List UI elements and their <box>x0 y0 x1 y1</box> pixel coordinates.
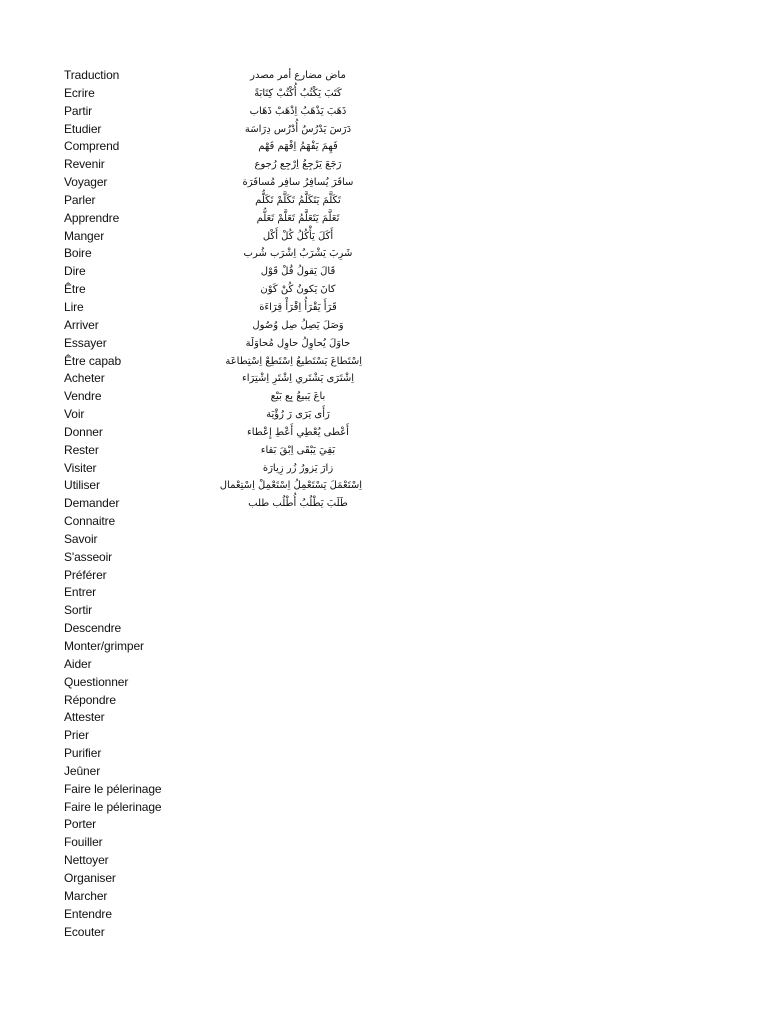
table-row <box>64 852 324 870</box>
arabic-conjugation: كانَ يَكونُ كُنْ كَوْن <box>260 284 336 296</box>
table-row <box>64 335 351 353</box>
arabic-conjugation: كَتَبَ يَكْتُبُ أُكْتُبْ كِتَابَةً <box>254 87 342 99</box>
french-verb: Lire <box>64 299 84 314</box>
french-verb: Prier <box>64 728 89 743</box>
french-verb: Entendre <box>64 906 112 921</box>
french-verb: Arriver <box>64 317 99 332</box>
table-row <box>64 121 352 139</box>
arabic-conjugation: دَرَسَ يَدْرُسُ أُدْرُس دِرَاسَة <box>244 123 352 135</box>
table-row <box>64 317 344 335</box>
arabic-conjugation: باعَ يَبيعُ بِع بَيْع <box>270 391 326 403</box>
table-row <box>64 192 341 210</box>
table-row <box>64 353 362 371</box>
french-verb: Sortir <box>64 603 93 618</box>
french-verb: Apprendre <box>64 210 120 225</box>
table-row <box>64 888 324 906</box>
french-verb: Boire <box>64 246 92 261</box>
arabic-conjugation: تَعَلَّمَ يَتَعَلَّمُ تَعَلَّمْ تَعَلُّم <box>256 212 340 224</box>
french-verb: Etudier <box>64 121 102 136</box>
table-row <box>64 799 324 817</box>
french-verb: Donner <box>64 424 103 439</box>
french-verb: Acheter <box>64 371 105 386</box>
arabic-conjugation: سافَرَ يُسافِرُ سافِر مُسافَرَة <box>242 177 354 189</box>
table-row <box>64 638 324 656</box>
arabic-conjugation: رَأَى يَرَى رَ رُؤْيَة <box>266 409 330 421</box>
french-verb: Traduction <box>64 68 120 82</box>
table-row <box>64 834 324 852</box>
french-verb: Parler <box>64 192 96 207</box>
arabic-conjugation: حاوَلَ يُحاوِلُ حاوِل مُحاوَلَة <box>245 337 351 349</box>
french-verb: Organiser <box>64 870 116 885</box>
french-verb: Comprend <box>64 139 120 154</box>
table-row <box>64 709 324 727</box>
table-row <box>64 460 334 478</box>
arabic-conjugation: أَعْطى يُعْطِي أَعْطِ إِعْطاء <box>247 426 349 438</box>
french-verb: Questionner <box>64 674 129 689</box>
french-verb: Être capab <box>64 353 122 368</box>
french-verb: Aider <box>64 656 92 671</box>
french-verb: Demander <box>64 496 120 511</box>
table-row <box>64 906 324 924</box>
arabic-conjugation: قَالَ يَقولُ قُلْ قَوْل <box>260 266 336 278</box>
table-row <box>64 174 354 192</box>
arabic-conjugation: تَكَلَّمَ يَتَكَلَّمُ تَكَلَّمْ تَكَلُّم <box>255 194 341 206</box>
french-verb: Revenir <box>64 157 105 172</box>
arabic-conjugation: بَقِيَ يَبْقَى اِبْقَ بَقاء <box>260 444 336 456</box>
french-verb: Partir <box>64 103 93 118</box>
table-row <box>64 727 324 745</box>
table-row <box>64 763 324 781</box>
table-row <box>64 67 346 85</box>
arabic-conjugation: فَهِمَ يَفْهَمُ اِفْهَم فَهْم <box>258 141 338 153</box>
verb-table <box>64 67 362 941</box>
table-row <box>64 406 330 424</box>
table-row <box>64 495 348 513</box>
table-row <box>64 656 324 674</box>
french-verb: Voir <box>64 407 85 422</box>
table-row <box>64 370 354 388</box>
table-row <box>64 156 342 174</box>
french-verb: Fouiller <box>64 835 103 850</box>
table-row <box>64 299 337 317</box>
table-row <box>64 531 324 549</box>
arabic-conjugation: زارَ يَزورُ زُر زِيارَة <box>262 462 334 474</box>
table-row <box>64 781 324 799</box>
arabic-conjugation: اِسْتَطاعَ يَسْتَطيعُ اِسْتَطِعْ اِسْتِطاعَة <box>225 355 362 367</box>
arabic-conjugation: شَرِبَ يَشْرَبُ اِشْرَب شُرب <box>243 248 353 260</box>
french-verb: Répondre <box>64 692 116 707</box>
french-verb: Voyager <box>64 175 108 190</box>
table-row <box>64 692 324 710</box>
french-verb: Connaitre <box>64 514 116 529</box>
table-row <box>64 388 324 406</box>
arabic-conjugation: رَجَعَ يَرْجِعُ اِرْجِع رُجوع <box>254 159 342 171</box>
table-row <box>64 210 340 228</box>
french-verb: Visiter <box>64 460 97 475</box>
french-verb: Être <box>64 282 86 297</box>
table-row <box>64 103 347 121</box>
table-row <box>64 424 349 442</box>
table-row <box>64 263 336 281</box>
table-row <box>64 477 362 495</box>
french-verb: Préférer <box>64 567 107 582</box>
french-verb: Faire le pélerinage <box>64 799 162 814</box>
arabic-conjugation: ذَهَبَ يَذْهَبُ اِذْهَبْ ذَهَاب <box>249 105 347 117</box>
french-verb: S'asseoir <box>64 549 113 564</box>
table-row <box>64 674 324 692</box>
french-verb: Rester <box>64 442 99 457</box>
table-row <box>64 281 336 299</box>
french-verb: Utiliser <box>64 478 100 493</box>
arabic-conjugation: اِسْتَعْمَلَ يَسْتَعْمِلُ اِسْتَعْمِلْ اِسْتِعْمال <box>219 480 362 492</box>
french-verb: Jeûner <box>64 763 101 778</box>
table-row <box>64 513 324 531</box>
french-verb: Attester <box>64 710 105 725</box>
arabic-conjugation: أَكَلَ يَأْكُلُ كُلْ أَكْل <box>262 230 334 242</box>
table-row <box>64 745 324 763</box>
table-row <box>64 620 324 638</box>
french-verb: Dire <box>64 264 86 279</box>
table-row <box>64 584 324 602</box>
table-row <box>64 228 334 246</box>
arabic-conjugation: قَرَأَ يَقْرَأُ اِقْرَأْ قِرَاءَة <box>259 301 337 313</box>
french-verb: Purifier <box>64 746 102 761</box>
arabic-conjugation: طَلَبَ يَطْلُبُ أُطْلُب طلب <box>248 498 348 510</box>
arabic-conjugation: ماض مضارع أمر مصدر <box>250 70 346 81</box>
table-row <box>64 245 353 263</box>
table-row <box>64 85 342 103</box>
table-row <box>64 567 324 585</box>
table-row <box>64 602 324 620</box>
table-row <box>64 870 324 888</box>
table-row <box>64 816 324 834</box>
french-verb: Ecouter <box>64 924 105 939</box>
table-row <box>64 442 336 460</box>
table-row <box>64 138 338 156</box>
french-verb: Porter <box>64 817 97 832</box>
french-verb: Vendre <box>64 389 102 404</box>
french-verb: Essayer <box>64 335 107 350</box>
arabic-conjugation: وَصَلَ يَصِلُ صِل وُصُول <box>252 319 344 331</box>
french-verb: Manger <box>64 228 105 243</box>
french-verb: Entrer <box>64 585 97 600</box>
french-verb: Savoir <box>64 531 98 546</box>
french-verb: Nettoyer <box>64 853 109 868</box>
french-verb: Marcher <box>64 888 108 903</box>
table-row <box>64 924 324 942</box>
french-verb: Ecrire <box>64 85 95 100</box>
french-verb: Monter/grimper <box>64 639 144 653</box>
french-verb: Descendre <box>64 621 122 636</box>
arabic-conjugation: اِشْتَرَى يَشْتَري اِشْتَرِ اِشْتِرَاء <box>242 373 354 385</box>
table-row <box>64 549 324 567</box>
french-verb: Faire le pélerinage <box>64 781 162 796</box>
